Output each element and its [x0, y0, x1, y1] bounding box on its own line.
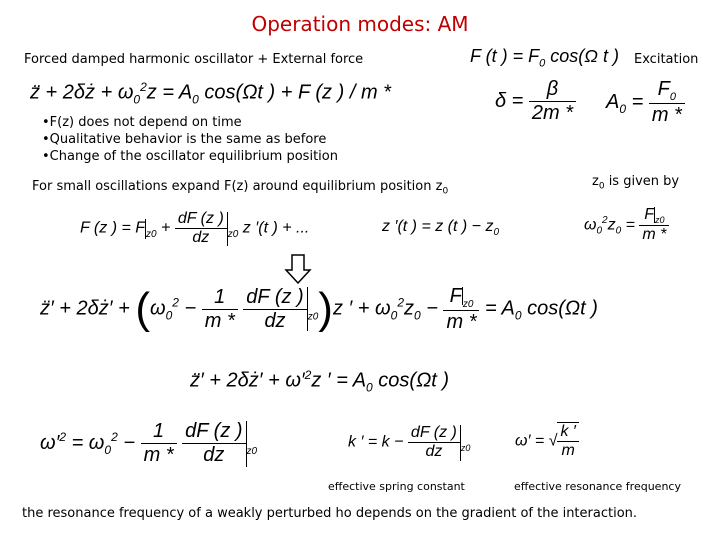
label-resonance-frequency: effective resonance frequency — [514, 480, 681, 493]
bullet-item: • F(z) does not depend on time — [42, 114, 338, 131]
z0-given-text: $z_0$ is given by — [592, 174, 680, 192]
bullet-list — [42, 114, 338, 165]
omega-prime-squared: $\omega'^2 = \omega_0^2$ − $\frac{1}{m *}$ $\frac{dF (z )}{dz}$ $_{z0}$ — [40, 420, 258, 466]
excitation-equation: F (t ) = $F_0$ cos(Ω t ) — [470, 46, 619, 70]
down-arrow-icon — [284, 254, 312, 284]
force-expansion: F (z ) = $F_{z0}$ + $\frac{dF (z )}{dz}$ $_{z0}$ z ′(t ) + ... — [80, 210, 310, 246]
bullet-item: • Change of the oscillator equilibrium position — [42, 148, 338, 165]
excitation-label: Excitation — [634, 52, 699, 67]
z-prime-definition: z ′(t ) = z (t ) − $z_0$ — [382, 218, 500, 239]
expanded-equation: z̈′ + 2δż′ + ($\omega_0^2$ − $\frac{1}{m *}$ $\frac{dF (z )}{dz}$ $_{z0}$)z ′ + $\omega_0^2z_0$ − $\frac{F_{z0}}{m *}$ = $A_0$ cos(Ωt ) — [40, 284, 598, 333]
small-oscillations-text: For small oscillations expand F(z) around equilibrium position $z_0$ — [32, 179, 449, 197]
simplified-equation: z̈′ + 2δż′ + $\omega'^2z$ ′ = $A_0$ cos(Ωt ) — [190, 368, 450, 395]
omega-prime-equation: ω′ = √ $\frac{k '}{m}$ — [515, 422, 579, 460]
page-title: Operation modes: AM — [251, 12, 469, 36]
subtitle-left: Forced damped harmonic oscillator + External force — [24, 52, 364, 67]
k-prime-equation: k ′ = k − $\frac{dF (z )}{dz}$ $_{z0}$ — [348, 424, 471, 460]
delta-definition: δ = $\frac{\beta}{2m *}$ — [495, 78, 576, 125]
equation-of-motion: z̈ + 2δż + $\omega_0^2z = A_0$ cos(Ωt ) + F (z ) / m * — [30, 80, 391, 107]
a0-definition: $A_0$ = $\frac{F_0}{m *}$ — [606, 78, 685, 127]
conclusion-text: the resonance frequency of a weakly perturbed ho depends on the gradient of the interaction. — [22, 506, 638, 521]
label-spring-constant: effective spring constant — [328, 480, 465, 493]
bullet-item: • Qualitative behavior is the same as before — [42, 131, 338, 148]
z0-equation: $\omega_0^2z_0$ = $\frac{F_{z0}}{m *}$ — [584, 206, 669, 244]
